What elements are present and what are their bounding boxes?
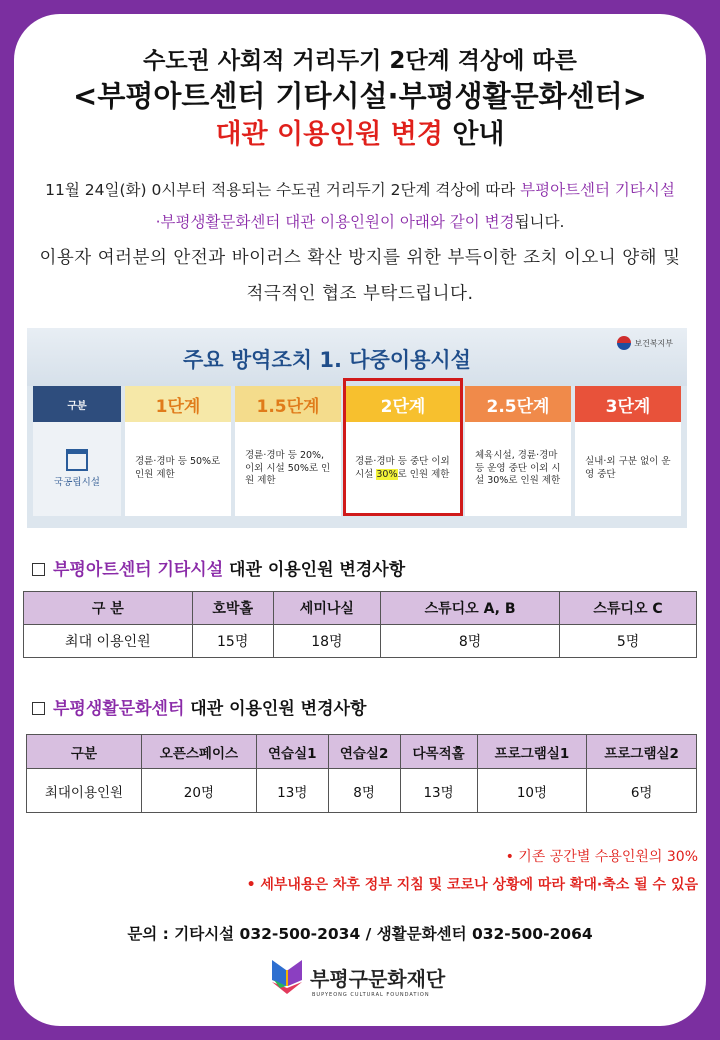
table-header: 호박홀 [192, 592, 273, 625]
table-header-row [24, 592, 697, 625]
intro-line-1 [22, 178, 698, 200]
table-cell: 15명 [192, 625, 273, 658]
table-cell: 20명 [141, 769, 256, 813]
stage-1-5 [235, 386, 341, 516]
stage-text: 경륜·경마 등 50%로 인원 제한 [125, 422, 231, 516]
stage-label: 3단계 [575, 386, 681, 422]
table-header: 오픈스페이스 [141, 735, 256, 769]
table-header: 프로그램실2 [587, 735, 697, 769]
table-cell: 10명 [477, 769, 587, 813]
table-header: 연습실1 [256, 735, 328, 769]
section-a-title [32, 555, 405, 580]
table-art-center [23, 591, 697, 658]
ministry-name: 보건복지부 [634, 338, 673, 348]
title-line-2: <부평아트센터 기타시설·부평생활문화센터> [73, 79, 647, 113]
checkbox-icon [32, 702, 45, 715]
title-line-3 [0, 112, 720, 151]
foundation-subtitle: BUPYEONG CULTURAL FOUNDATION [312, 992, 430, 998]
category-label: 국공립시설 [54, 476, 100, 488]
intro-line-4: 적극적인 협조 부탁드립니다. [246, 284, 474, 304]
ministry-logo [617, 336, 673, 350]
table-cell: 최대 이용인원 [24, 625, 193, 658]
contact-info: 문의 : 기타시설 032-500-2034 / 생활문화센터 032-500-2064 [127, 925, 593, 943]
stage-3 [575, 386, 681, 516]
section-b-facility: 부평생활문화센터 [53, 699, 185, 719]
category-cell [33, 422, 121, 516]
intro-text: 11월 24일(화) 0시부터 적용되는 수도권 거리두기 2단계 격상에 따라 [45, 181, 521, 199]
highlight-box [343, 378, 463, 516]
intro-end: 됩니다. [514, 213, 565, 231]
section-b-suffix: 대관 이용인원 변경사항 [184, 699, 367, 719]
table-cell: 8명 [328, 769, 400, 813]
stage-text-a: 경륜·경마 등 중단 이외 시설 [355, 456, 450, 480]
section-b-title [32, 694, 366, 719]
title-line-1: 수도권 사회적 거리두기 2단계 격상에 따른 [143, 48, 577, 74]
title-highlight: 대관 이용인원 변경 [215, 119, 443, 150]
table-header: 프로그램실1 [477, 735, 587, 769]
section-a-facility: 부평아트센터 기타시설 [53, 560, 224, 580]
table-header-row [27, 735, 697, 769]
stage-text-highlight: 30% [376, 469, 398, 480]
intro-change: 대관 이용인원이 아래와 같이 변경 [285, 213, 515, 231]
table-culture-center [26, 734, 697, 813]
taeguk-icon [617, 336, 631, 350]
table-row [27, 769, 697, 813]
section-a-suffix: 대관 이용인원 변경사항 [223, 560, 406, 580]
table-header: 스튜디오 C [560, 592, 697, 625]
infographic-title: 주요 방역조치 1. 다중이용시설 [183, 348, 471, 372]
foundation-name: 부평구문화재단 [310, 966, 446, 991]
table-header: 연습실2 [328, 735, 400, 769]
table-cell: 13명 [400, 769, 477, 813]
note-policy: • 세부내용은 차후 정부 지침 및 코로나 상황에 따라 확대·축소 될 수 있음 [246, 877, 698, 893]
stage-label: 2단계 [345, 386, 461, 422]
table-cell: 13명 [256, 769, 328, 813]
table-header: 스튜디오 A, B [381, 592, 560, 625]
intro-facility-2: ·부평생활문화센터 [155, 213, 286, 231]
stage-text-b: 로 인원 제한 [397, 469, 450, 480]
stage-label: 1.5단계 [235, 386, 341, 422]
table-cell: 8명 [381, 625, 560, 658]
category-header: 구분 [33, 386, 121, 422]
table-row [24, 625, 697, 658]
title-suffix: 안내 [442, 119, 505, 150]
note-capacity: • 기존 공간별 수용인원의 30% [505, 849, 698, 865]
stage-1 [125, 386, 231, 516]
intro-line-3: 이용자 여러분의 안전과 바이러스 확산 방지를 위한 부득이한 조치 이오니 양해 및 [39, 248, 681, 268]
table-header: 세미나실 [273, 592, 380, 625]
checkbox-icon [32, 563, 45, 576]
table-cell: 18명 [273, 625, 380, 658]
table-cell: 최대이용인원 [27, 769, 142, 813]
building-icon [66, 449, 88, 471]
table-header: 구 분 [24, 592, 193, 625]
intro-line-2 [22, 210, 698, 232]
foundation-logo-icon [272, 960, 302, 994]
foundation-logo [272, 960, 445, 994]
stage-text: 실내·외 구분 없이 운영 중단 [575, 422, 681, 516]
stage-category [33, 386, 121, 516]
table-cell: 5명 [560, 625, 697, 658]
intro-facility: 부평아트센터 기타시설 [520, 181, 675, 199]
table-header: 다목적홀 [400, 735, 477, 769]
quarantine-infographic [27, 328, 687, 528]
table-header: 구분 [27, 735, 142, 769]
stage-2-5 [465, 386, 571, 516]
stage-label: 1단계 [125, 386, 231, 422]
table-cell: 6명 [587, 769, 697, 813]
stage-label: 2.5단계 [465, 386, 571, 422]
stage-text: 체육시설, 경륜·경마 등 운영 중단 이외 시설 30%로 인원 제한 [465, 422, 571, 516]
stage-text: 경륜·경마 등 20%, 이외 시설 50%로 인원 제한 [235, 422, 341, 516]
